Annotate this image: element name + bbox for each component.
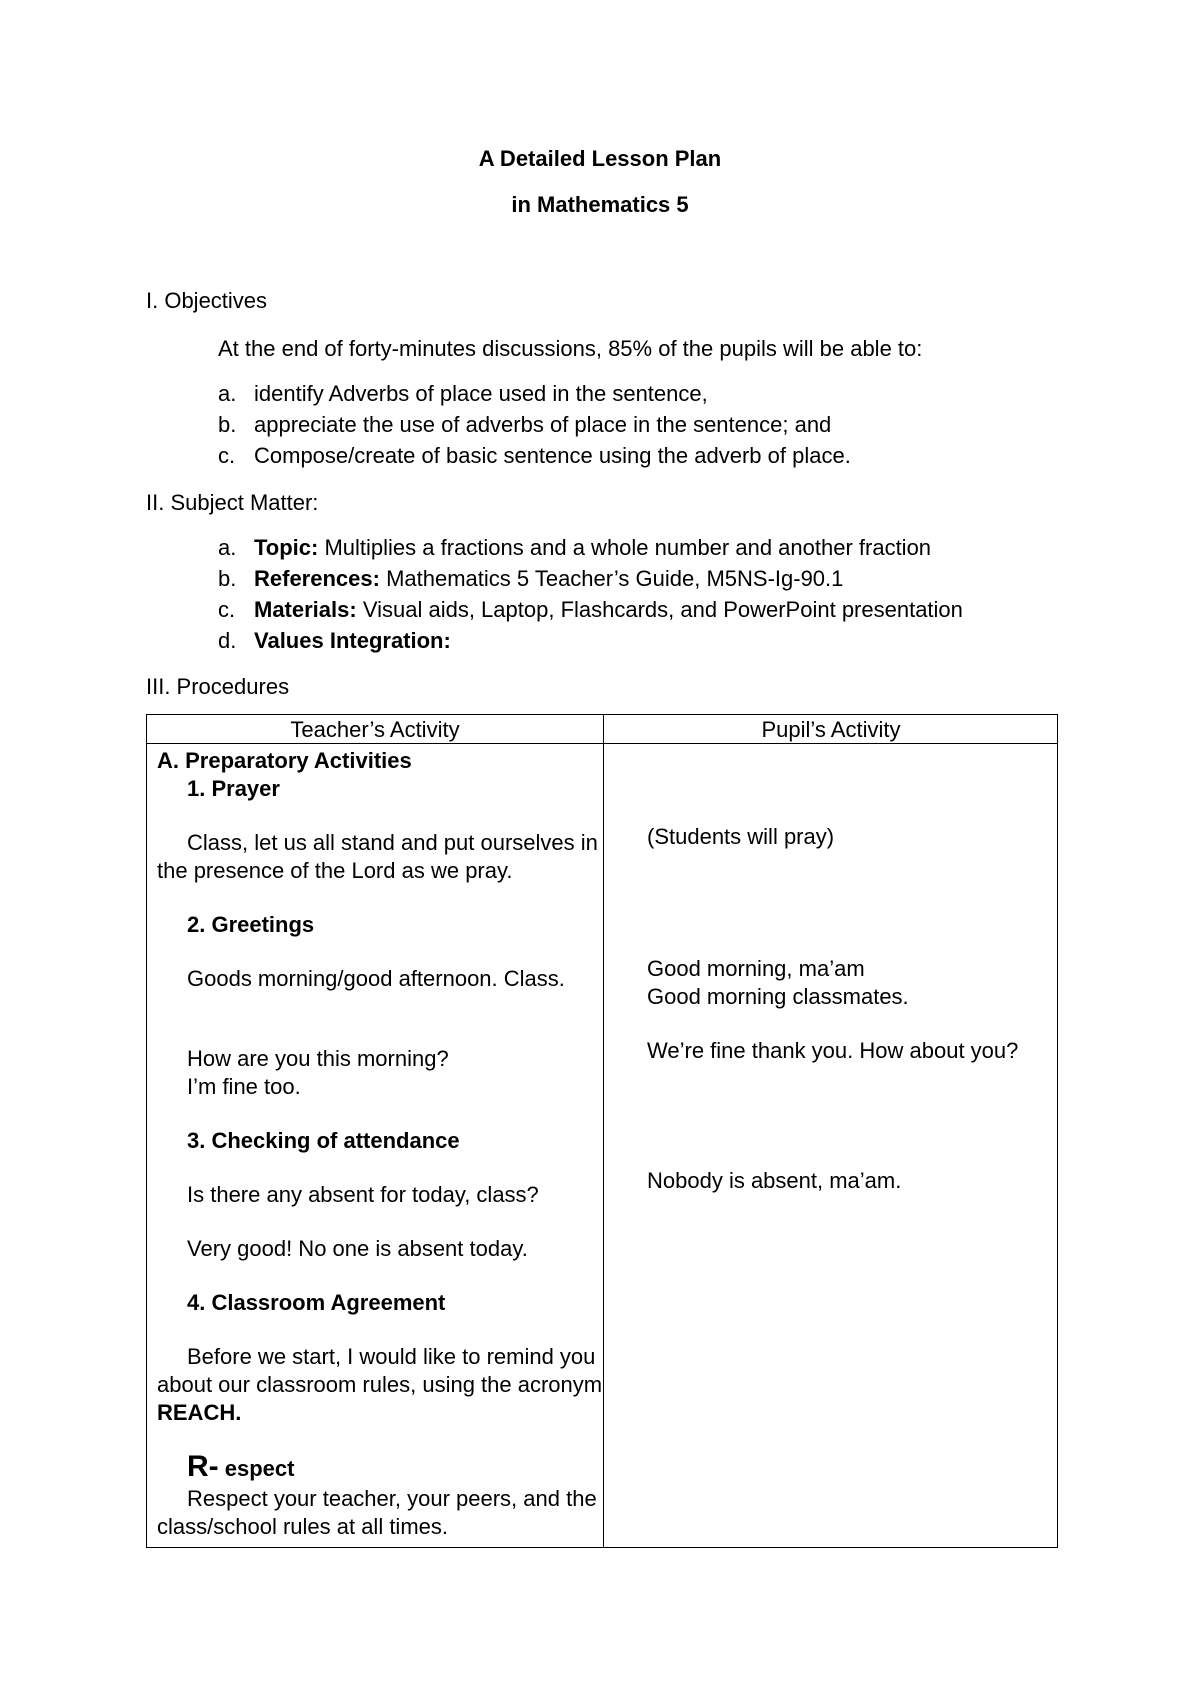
- list-label: Values Integration:: [254, 628, 451, 653]
- agreement-acronym: REACH.: [157, 1400, 242, 1425]
- document-title: A Detailed Lesson Plan: [478, 146, 722, 171]
- r-text-line2: class/school rules at all times.: [157, 1514, 448, 1539]
- objectives-intro: At the end of forty-minutes discussions, 85% of the pupils will be able to:: [218, 336, 923, 361]
- prayer-text-line2: the presence of the Lord as we pray.: [157, 858, 513, 883]
- subject-item-values: [218, 628, 451, 654]
- section-a-title: A. Preparatory Activities: [157, 748, 412, 773]
- list-label: References:: [254, 566, 380, 591]
- procedures-table: [146, 714, 1058, 1548]
- objective-item: [218, 381, 708, 407]
- fine-response: We’re fine thank you. How about you?: [647, 1038, 1019, 1063]
- objective-item: [218, 443, 851, 469]
- list-letter: a.: [218, 535, 237, 560]
- list-letter: c.: [218, 597, 236, 622]
- header-divider: [147, 743, 1057, 744]
- fine-too-text: I’m fine too.: [187, 1074, 301, 1099]
- teacher-column-header: Teacher’s Activity: [290, 717, 460, 742]
- pupil-column-header: Pupil’s Activity: [761, 717, 901, 742]
- column-divider: [603, 715, 604, 1547]
- subject-matter-heading: II. Subject Matter:: [146, 490, 319, 515]
- list-text: Mathematics 5 Teacher’s Guide, M5NS-Ig-90.1: [379, 566, 844, 591]
- attendance-response: Nobody is absent, ma’am.: [647, 1168, 902, 1193]
- list-letter: a.: [218, 381, 237, 406]
- greetings-text: Goods morning/good afternoon. Class.: [187, 966, 565, 991]
- objective-item: [218, 412, 831, 438]
- list-text: identify Adverbs of place used in the sentence,: [254, 381, 708, 406]
- prayer-text-line1: Class, let us all stand and put ourselves in: [187, 830, 598, 855]
- r-letter: R-: [187, 1450, 219, 1483]
- attendance-question: Is there any absent for today, class?: [187, 1182, 539, 1207]
- list-text: Multiplies a fractions and a whole number and another fraction: [318, 535, 932, 560]
- list-letter: b.: [218, 566, 237, 591]
- how-are-you-text: How are you this morning?: [187, 1046, 449, 1071]
- agreement-title: 4. Classroom Agreement: [187, 1290, 446, 1315]
- list-letter: c.: [218, 443, 236, 468]
- r-text-line1: Respect your teacher, your peers, and the: [187, 1486, 597, 1511]
- attendance-good: Very good! No one is absent today.: [187, 1236, 528, 1261]
- list-text: Visual aids, Laptop, Flashcards, and PowerPoint presentation: [356, 597, 963, 622]
- r-respect-heading: [187, 1450, 295, 1483]
- document-subtitle: in Mathematics 5: [511, 192, 689, 217]
- procedures-heading: III. Procedures: [146, 674, 290, 699]
- greetings-title: 2. Greetings: [187, 912, 315, 937]
- list-letter: b.: [218, 412, 237, 437]
- list-text: appreciate the use of adverbs of place in the sentence; and: [254, 412, 832, 437]
- list-text: Compose/create of basic sentence using the adverb of place.: [254, 443, 851, 468]
- subject-item-materials: [218, 597, 963, 623]
- agreement-text-line1: Before we start, I would like to remind you: [187, 1344, 596, 1369]
- list-letter: d.: [218, 628, 237, 653]
- greetings-response-line1: Good morning, ma’am: [647, 956, 865, 981]
- r-word: espect: [218, 1456, 295, 1481]
- list-label: Topic:: [254, 535, 319, 560]
- attendance-title: 3. Checking of attendance: [187, 1128, 460, 1153]
- agreement-text-line2: about our classroom rules, using the acronym: [157, 1372, 603, 1397]
- subject-item-references: [218, 566, 843, 592]
- greetings-response-line2: Good morning classmates.: [647, 984, 909, 1009]
- prayer-response: (Students will pray): [647, 824, 835, 849]
- prayer-title: 1. Prayer: [187, 776, 280, 801]
- subject-item-topic: [218, 535, 931, 561]
- list-label: Materials:: [254, 597, 357, 622]
- objectives-heading: I. Objectives: [146, 288, 268, 313]
